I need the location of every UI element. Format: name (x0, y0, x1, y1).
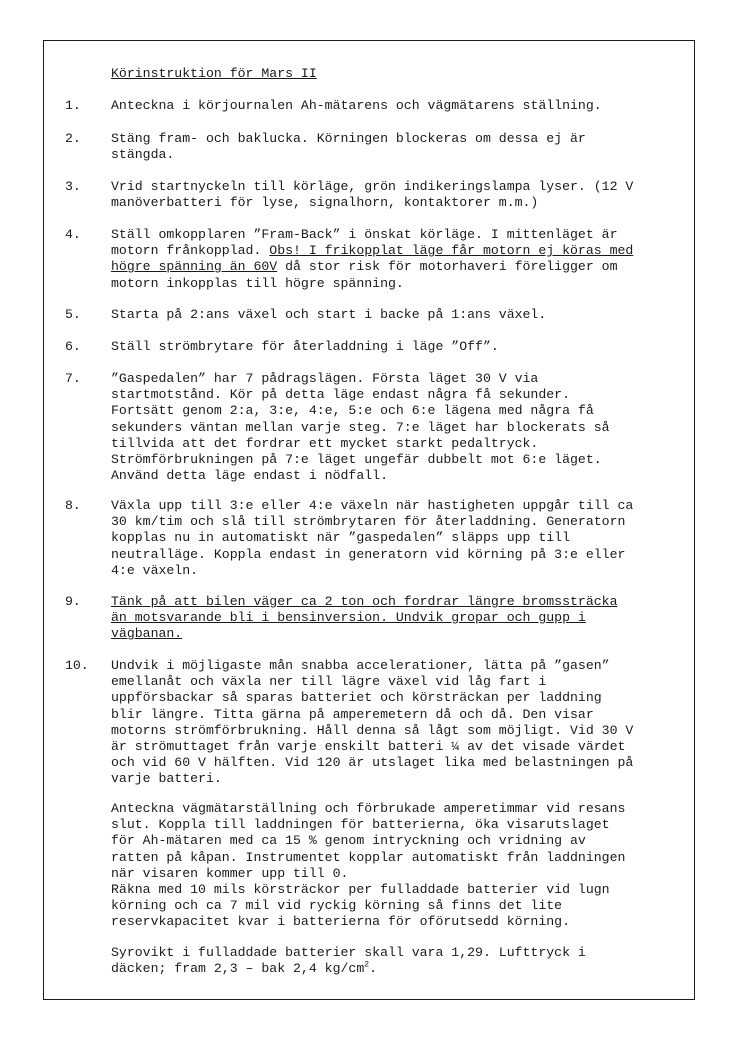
text-line (111, 259, 681, 275)
text-line: Vrid startnyckeln till körläge, grön indikeringslampa lyser. (12 V (111, 179, 634, 194)
paragraph-text (111, 801, 681, 931)
text-line: tillvida att det fordrar ett mycket starkt pedaltryck. (111, 435, 539, 451)
text-line: manöverbatteri för lyse, signalhorn, kontaktorer m.m.) (111, 195, 539, 211)
underlined-warning: Obs! I frikopplat läge får motorn ej köras med (269, 243, 634, 259)
item-text (111, 658, 681, 788)
text-line: Syrovikt i fulladdade batterier skall vara 1,29. Lufttryck i (111, 945, 586, 960)
item-text (111, 371, 681, 484)
document-title: Körinstruktion för Mars II (111, 66, 317, 81)
item-number: 10. (65, 658, 89, 673)
text-line: Ställ omkopplaren ”Fram-Back” i önskat körläge. I mittenläget är (111, 227, 618, 242)
text-line: emellanåt och växla ner till lägre växel vid låg fart i (111, 674, 547, 690)
text-run: däcken; fram 2,3 – bak 2,4 kg/cm (111, 961, 365, 977)
item-number: 5. (65, 307, 81, 322)
item-number: 4. (65, 227, 81, 242)
item-number: 1. (65, 98, 81, 113)
text-line: Undvik i möjligaste mån snabba accelerationer, lätta på ”gasen” (111, 658, 610, 673)
text-run: motorn frånkopplad. (111, 243, 270, 259)
text-line: ratten på kåpan. Instrumentet kopplar automatiskt från laddningen (111, 849, 626, 865)
item-text (111, 307, 681, 323)
item-text (111, 98, 681, 114)
item-text (111, 179, 681, 211)
text-line: motorns strömförbrukning. Håll denna så lågt som möjligt. Vid 30 V (111, 722, 634, 738)
text-line: ”Gaspedalen” har 7 pådragslägen. Första läget 30 V via (111, 371, 539, 386)
text-line: stängda. (111, 147, 175, 163)
underlined-warning: högre spänning än 60V (111, 259, 278, 275)
text-line: för Ah-mätaren med ca 15 % genom intryckning och vridning av (111, 833, 586, 849)
text-line: uppförsbackar så sparas batteriet och körsträckan per laddning (111, 690, 602, 706)
text-line: och vid 60 V hälften. Vid 120 är utslaget lika med belastningen på (111, 755, 634, 771)
text-line: 30 km/tim och slå till strömbrytaren för återladdning. Generatorn (111, 514, 626, 530)
text-line: blir längre. Titta gärna på amperemetern då och då. Den visar (111, 706, 594, 722)
text-line: kopplas nu in automatiskt när ”gaspedalen” släpps upp till (111, 530, 570, 546)
text-line: varje batteri. (111, 771, 222, 787)
text-line (111, 243, 681, 259)
item-number: 7. (65, 371, 81, 386)
text-line: 4:e växeln. (111, 562, 199, 578)
text-line: Räkna med 10 mils körsträckor per fulladdade batterier vid lugn (111, 882, 610, 898)
text-line: Fortsätt genom 2:a, 3:e, 4:e, 5:e och 6:e lägena med några få (111, 403, 594, 419)
text-line: sekunders väntan mellan varje steg. 7:e läget har blockerats så (111, 419, 610, 435)
item-text (111, 339, 681, 355)
text-line: Starta på 2:ans växel och start i backe på 1:ans växel. (111, 307, 547, 322)
text-run: då stor risk för motorhaveri föreligger om (277, 259, 618, 275)
item-number: 3. (65, 179, 81, 194)
underlined-line: än motsvarande bli i bensinversion. Undvik gropar och gupp i (111, 610, 586, 626)
text-line: Ställ strömbrytare för återladdning i läge ”Off”. (111, 339, 499, 354)
text-line: slut. Koppla till laddningen för batterierna, öka visarutslaget (111, 817, 610, 833)
item-number: 2. (65, 131, 81, 146)
text-line: neutralläge. Koppla endast in generatorn vid körning på 3:e eller (111, 546, 626, 562)
text-line (111, 961, 681, 977)
item-text (111, 498, 681, 579)
text-line: Använd detta läge endast i nödfall. (111, 468, 388, 484)
text-line: reservkapacitet kvar i batterierna för oförutsedd körning. (111, 914, 570, 930)
text-line: Anteckna i körjournalen Ah-mätarens och vägmätarens ställning. (111, 98, 602, 113)
text-line: Strömförbrukningen på 7:e läget ungefär dubbelt mot 6:e läget. (111, 452, 602, 468)
text-run: . (369, 961, 377, 977)
item-text (111, 227, 681, 292)
superscript: 2 (364, 960, 370, 970)
item-text (111, 131, 681, 163)
text-line: körning och ca 7 mil vid ryckig körning så finns det lite (111, 898, 563, 914)
paragraph-text (111, 945, 681, 977)
item-number: 8. (65, 498, 81, 513)
underlined-line: vägbanan. (111, 626, 183, 642)
underlined-line: Tänk på att bilen väger ca 2 ton och fordrar längre bromssträcka (111, 594, 618, 609)
text-line: Växla upp till 3:e eller 4:e växeln när hastigheten uppgår till ca (111, 498, 634, 513)
text-line: Anteckna vägmätarställning och förbrukade amperetimmar vid resans (111, 801, 626, 816)
item-number: 6. (65, 339, 81, 354)
text-line: är strömuttaget från varje enskilt batteri ¼ av det visade värdet (111, 739, 626, 755)
text-line: när visaren kommer upp till 0. (111, 865, 349, 881)
text-line: Stäng fram- och baklucka. Körningen blockeras om dessa ej är (111, 131, 586, 146)
item-number: 9. (65, 594, 81, 609)
text-line: startmotstånd. Kör på detta läge endast några få sekunder. (111, 387, 570, 403)
text-line: motorn inkopplas till högre spänning. (111, 275, 404, 291)
item-text (111, 594, 681, 643)
